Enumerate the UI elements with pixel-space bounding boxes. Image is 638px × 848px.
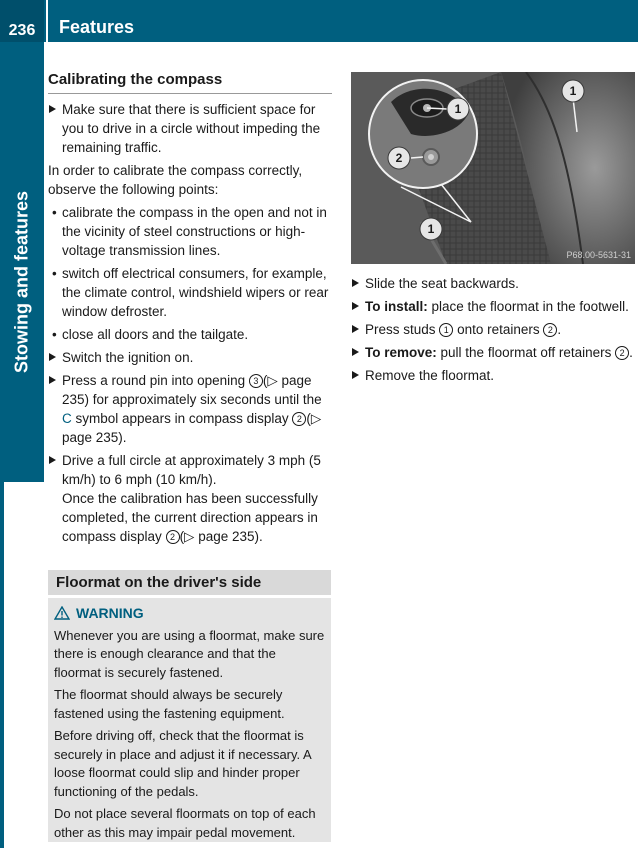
compass-bullet-3: • close all doors and the tailgate. — [48, 325, 332, 344]
compass-c-symbol: C — [62, 411, 72, 426]
drive-text-b-wrap — [62, 489, 332, 546]
compass-step-pin — [48, 371, 332, 447]
step-press-studs: Press studs 1 onto retainers 2 . — [351, 320, 635, 339]
warning-paragraph-4: Do not place several floormats on top of each other as this may impair pedal movement. — [54, 806, 316, 840]
photo-label-3: 1 — [427, 222, 435, 236]
remove-text: pull the floormat off retainers — [440, 345, 612, 360]
compass-step-space: Make sure that there is sufficient space for you to drive in a circle without impeding the remaining traffic. — [48, 100, 332, 157]
step-slide-seat: Slide the seat backwards. — [351, 274, 635, 293]
right-column — [351, 72, 635, 389]
pin-text-b: (▷ page 235) for approximately six seconds until the — [62, 373, 322, 407]
warning-paragraph-3: Before driving off, check that the floormat is securely in place and adjust it if necessary. A loose floormat could slip and hinder proper functioning of the pedals. — [54, 728, 312, 799]
left-column — [48, 70, 332, 550]
compass-heading: Calibrating the compass — [48, 70, 332, 94]
drive-text-a: Drive a full circle at approximately 3 mph (5 km/h) to 6 mph (10 km/h). — [62, 453, 321, 487]
press-text-a: Press studs — [365, 322, 436, 337]
marker-2: 2 — [543, 323, 557, 337]
pin-text-d: (▷ page 235). — [62, 411, 322, 445]
marker-2: 2 — [615, 346, 629, 360]
step-remove: To remove: pull the floormat off retainers 2 . — [351, 343, 635, 362]
photo-code: P68.00-5631-31 — [566, 250, 631, 260]
step-remove-floormat: Remove the floormat. — [351, 366, 635, 385]
side-tab-label: Stowing and features — [11, 190, 32, 374]
install-label: To install: — [365, 299, 428, 314]
warning-triangle-icon — [54, 606, 70, 620]
compass-bullet-1: • calibrate the compass in the open and not in the vicinity of steel constructions or high-voltage transmission lines. — [48, 203, 332, 260]
photo-label-2: 2 — [395, 151, 403, 165]
photo-label-4: 1 — [569, 84, 577, 98]
drive-text-b: Once the calibration has been successfully completed, the current direction appears in compass display — [62, 491, 318, 544]
compass-bullet-2: • switch off electrical consumers, for example, the climate control, windshield wipers or rear window defroster. — [48, 264, 332, 321]
warning-box — [48, 598, 331, 842]
side-bar-strip — [0, 482, 4, 848]
compass-step-ignition: Switch the ignition on. — [48, 348, 332, 367]
side-tab — [0, 42, 44, 482]
compass-intro: In order to calibrate the compass correctly, observe the following points: — [48, 163, 303, 197]
floormat-photo — [351, 72, 635, 264]
warning-paragraph-2: The floormat should always be securely fastened using the fastening equipment. — [54, 687, 285, 721]
compass-step-drive — [48, 451, 332, 546]
warning-title — [54, 604, 325, 623]
marker-1: 1 — [439, 323, 453, 337]
photo-label-1: 1 — [454, 102, 462, 116]
page-header — [0, 0, 638, 42]
step-install — [351, 297, 635, 316]
install-text: place the floormat in the footwell. — [431, 299, 629, 314]
marker-2: 2 — [292, 412, 306, 426]
pin-text-a: Press a round pin into opening — [62, 373, 246, 388]
drive-text-c: (▷ page 235). — [179, 529, 263, 544]
pin-text-c: symbol appears in compass display — [75, 411, 289, 426]
section-title: Features — [59, 17, 135, 37]
page-number: 236 — [0, 0, 44, 42]
marker-3: 3 — [249, 374, 263, 388]
header-divider — [46, 0, 48, 42]
remove-label: To remove: — [365, 345, 437, 360]
press-text-b: onto retainers — [457, 322, 540, 337]
warning-paragraph-1: Whenever you are using a floormat, make sure there is enough clearance and that the floormat is securely fastened. — [54, 627, 325, 680]
floormat-heading: Floormat on the driver's side — [48, 570, 331, 595]
marker-2: 2 — [166, 530, 180, 544]
warning-title-text: WARNING — [76, 605, 144, 621]
